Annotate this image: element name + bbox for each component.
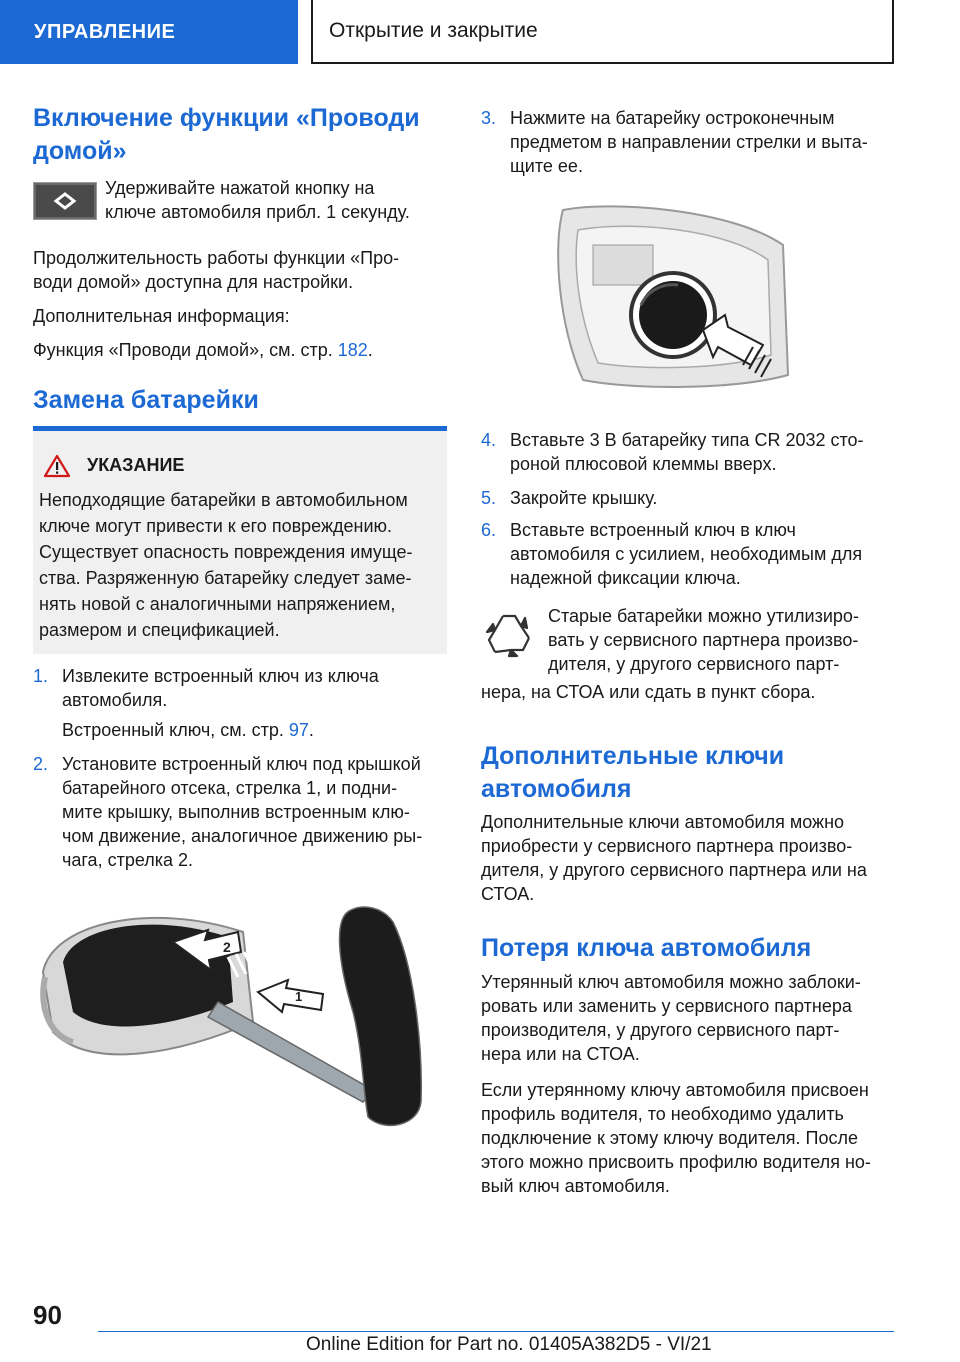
follow-me-reference	[33, 338, 373, 362]
text-line: предметом в направлении стрелки и выта-	[510, 132, 868, 152]
text-line: чом движение, аналогичное движению ры-	[62, 826, 423, 846]
step-number: 4.	[481, 430, 497, 450]
duration-paragraph	[33, 246, 399, 294]
text-line: батарейного отсека, стрелка 1, и подни-	[62, 778, 398, 798]
lost-key-paragraph	[481, 970, 861, 1066]
page-link-182[interactable]: 182	[337, 340, 368, 360]
text-line: чага, стрелка 2.	[62, 850, 194, 870]
text-line: нять новой с аналогичными напряжением,	[39, 594, 396, 614]
recycle-icon	[481, 608, 537, 664]
text-line: ства. Разряженную батарейку следует заме-	[39, 568, 412, 588]
warning-title: УКАЗАНИЕ	[87, 455, 185, 475]
text-line: этого можно присвоить профилю водителя но-	[481, 1152, 871, 1172]
embedded-key-reference	[62, 718, 314, 742]
svg-text:2: 2	[223, 939, 231, 955]
text-line: ключе автомобиля прибл. 1 секунду.	[105, 202, 410, 222]
reference-text: Функция «Проводи домой», см. стр.	[33, 340, 338, 360]
more-info-label: Дополнительная информация:	[33, 306, 290, 326]
text-line: Продолжительность работы функции «Про-	[33, 248, 400, 268]
heading-line: автомобиля	[481, 775, 632, 803]
text-line: вать у сервисного партнера произво-	[548, 630, 859, 650]
text-line: производителя, у другого сервисного парт-	[481, 1020, 840, 1040]
additional-keys-paragraph	[481, 810, 867, 906]
text-line: Старые батарейки можно утилизиро-	[548, 606, 859, 626]
text-line: дителя, у другого сервисного парт-	[548, 654, 840, 674]
text-line: Установите встроенный ключ под крышкой	[62, 754, 421, 774]
text-line: Неподходящие батарейки в автомобильном	[39, 490, 408, 510]
text-line: щите ее.	[510, 156, 583, 176]
text-line: Утерянный ключ автомобиля можно заблоки-	[481, 972, 861, 992]
heading-line: Дополнительные ключи	[481, 742, 785, 770]
text-line: вый ключ автомобиля.	[481, 1176, 670, 1196]
step-number: 3.	[481, 108, 497, 128]
text-line: Существует опасность повреждения имуще-	[39, 542, 413, 562]
text-line: СТОА.	[481, 884, 535, 904]
step-number: 2.	[33, 754, 49, 774]
key-cover-illustration	[33, 902, 428, 1134]
step-5-text	[510, 486, 657, 510]
recycle-note	[548, 604, 859, 676]
text-line: ровать или заменить у сервисного партнера	[481, 996, 852, 1016]
heading-additional-keys	[481, 740, 784, 806]
reference-text: Встроенный ключ, см. стр.	[62, 720, 289, 740]
text-line: Удерживайте нажатой кнопку на	[105, 178, 375, 198]
text-line: приобрести у сервисного партнера произво-	[481, 836, 853, 856]
text-line: води домой» доступна для настройки.	[33, 272, 354, 292]
heading-line: домой»	[33, 137, 127, 165]
text-line: дителя, у другого сервисного партнера или на	[481, 860, 867, 880]
diamond-icon	[34, 183, 96, 219]
step-number: 6.	[481, 520, 497, 540]
page-link-97[interactable]: 97	[288, 720, 309, 740]
text-line: Вставьте встроенный ключ в ключ	[510, 520, 796, 540]
battery-removal-illustration	[553, 205, 793, 390]
button-instruction	[105, 176, 410, 224]
text-line: автомобиля с усилием, необходимым для	[510, 544, 863, 564]
section-tab: УПРАВЛЕНИЕ	[0, 0, 298, 64]
text-line: ключе могут привести к его повреждению.	[39, 516, 393, 536]
text-line: размером и спецификацией.	[39, 620, 280, 640]
text-line: Если утерянному ключу автомобиля присвоен	[481, 1080, 869, 1100]
heading-follow-me-home	[33, 102, 420, 168]
step-2-text	[62, 752, 422, 872]
reference-end: .	[308, 720, 314, 740]
text-line: Вставьте 3 В батарейку типа CR 2032 сто-	[510, 430, 864, 450]
heading-lost-key: Потеря ключа автомобиля	[481, 934, 812, 962]
text-line: Извлеките встроенный ключ из ключа	[62, 666, 379, 686]
page-number: 90	[33, 1300, 62, 1330]
warning-text	[39, 487, 441, 643]
svg-text:1: 1	[295, 989, 303, 1004]
step-3-text	[510, 106, 868, 178]
text-line: Закройте крышку.	[510, 488, 658, 508]
edition-info: Online Edition for Part no. 01405A382D5 - VI/21	[306, 1334, 712, 1355]
warning-box	[33, 426, 447, 654]
text-line: автомобиля.	[62, 690, 168, 710]
text-line: надежной фиксации ключа.	[510, 568, 741, 588]
key-button-icon	[33, 182, 97, 220]
step-1-text	[62, 664, 379, 712]
step-number: 1.	[33, 666, 49, 686]
text-line: подключение к этому ключу водителя. После	[481, 1128, 859, 1148]
warning-triangle-icon	[43, 454, 71, 478]
footer-divider	[98, 1331, 894, 1332]
text-line: роной плюсовой клеммы вверх.	[510, 454, 777, 474]
text-line: мите крышку, выполнив встроенным клю-	[62, 802, 410, 822]
step-4-text	[510, 428, 864, 476]
heading-line: Включение функции «Проводи	[33, 104, 420, 132]
reference-end: .	[367, 340, 373, 360]
heading-battery-replacement: Замена батарейки	[33, 386, 259, 414]
text-line: нера или на СТОА.	[481, 1044, 640, 1064]
step-number: 5.	[481, 488, 497, 508]
text-line: Нажмите на батарейку остроконечным	[510, 108, 835, 128]
text-line: Дополнительные ключи автомобиля можно	[481, 812, 845, 832]
recycle-note-last-line: нера, на СТОА или сдать в пункт сбора.	[481, 682, 816, 702]
step-6-text	[510, 518, 862, 590]
text-line: профиль водителя, то необходимо удалить	[481, 1104, 844, 1124]
driver-profile-paragraph	[481, 1078, 871, 1198]
chapter-title: Открытие и закрытие	[311, 0, 894, 64]
